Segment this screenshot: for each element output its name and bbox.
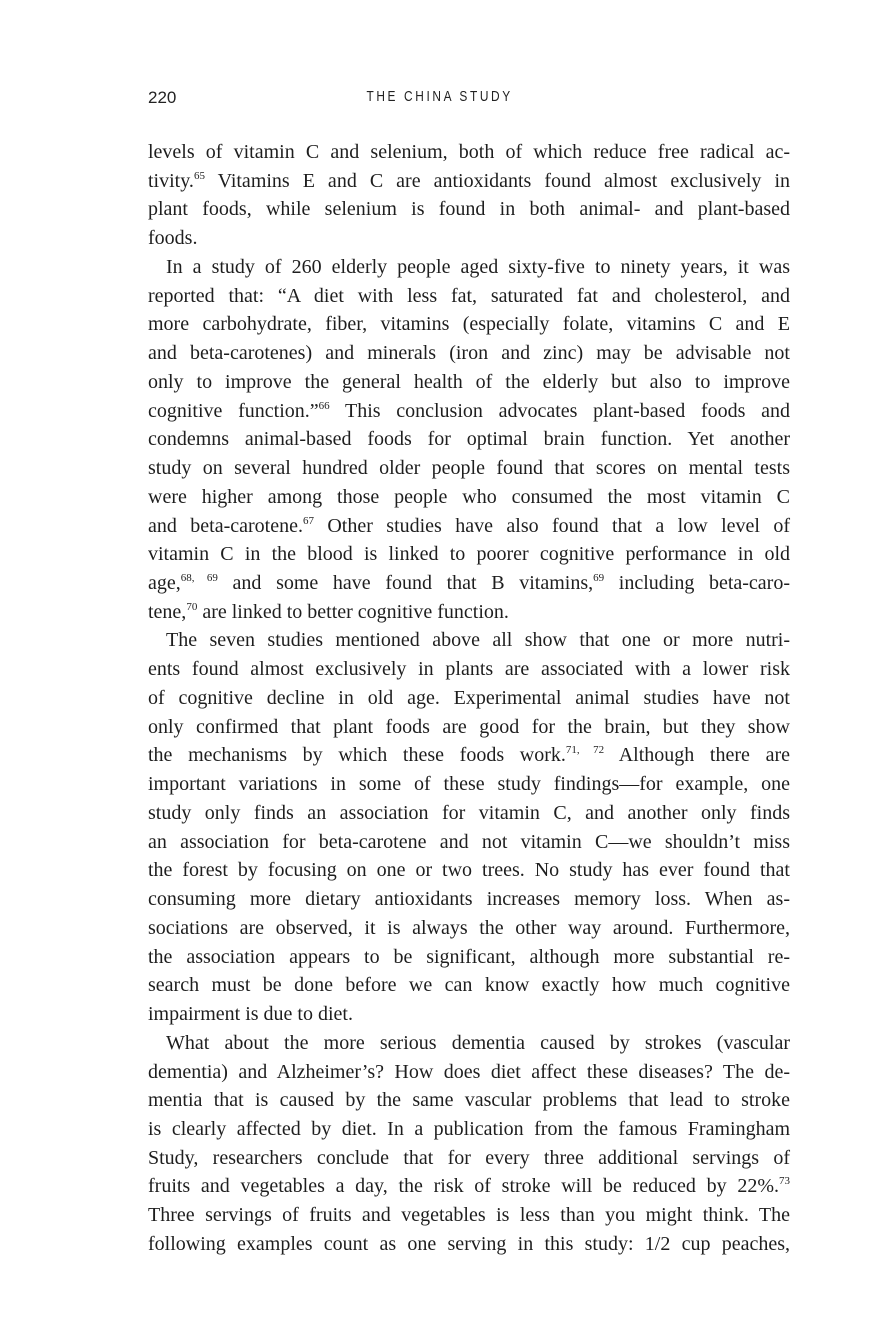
page-number: 220 [148, 88, 177, 107]
paragraph [148, 253, 790, 627]
text-line [148, 1230, 790, 1259]
text-line [148, 626, 790, 655]
text-run: Vitamins E and C are antioxidants found almost exclusively in [204, 169, 790, 192]
text-line [148, 1029, 790, 1058]
text-line [148, 1201, 790, 1230]
text-run: age, [148, 572, 181, 595]
text-line [148, 828, 790, 857]
footnote-reference: 71, 72 [565, 744, 605, 757]
text-line [148, 569, 790, 598]
text-run: mentia that is caused by the same vascular problems that lead to stroke [148, 1089, 790, 1112]
text-line [148, 368, 790, 397]
text-run: the forest by focusing on one or two trees. No study has ever found that [148, 859, 790, 882]
text-line [148, 741, 790, 770]
text-line [148, 1172, 790, 1201]
text-line [148, 310, 790, 339]
text-run: the mechanisms by which these foods work. [148, 744, 566, 767]
text-run: including beta-caro- [604, 572, 790, 595]
paragraph [148, 626, 790, 1028]
text-run: study on several hundred older people found that scores on mental tests [148, 457, 790, 480]
text-line [148, 770, 790, 799]
text-line [148, 483, 790, 512]
text-line [148, 799, 790, 828]
text-line [148, 224, 790, 253]
paragraph [148, 1029, 790, 1259]
text-run: levels of vitamin C and selenium, both of which reduce free radical ac- [148, 141, 790, 163]
paragraph [148, 138, 790, 253]
footnote-reference: 66 [318, 399, 330, 412]
footnote-reference: 67 [302, 514, 314, 527]
text-run: and beta-carotenes) and minerals (iron and zinc) may be advisable not [148, 342, 790, 365]
text-line [148, 971, 790, 1000]
text-line [148, 282, 790, 311]
text-run: and beta-carotene. [148, 514, 303, 537]
text-line [148, 1086, 790, 1115]
text-run: only to improve the general health of the elderly but also to improve [148, 370, 790, 393]
footnote-reference: 70 [186, 600, 198, 613]
footnote-reference: 68, 69 [180, 572, 218, 585]
text-run: study only finds an association for vitamin C, and another only finds [148, 801, 790, 824]
text-run: foods. [148, 227, 198, 250]
text-run: Other studies have also found that a low level of [313, 514, 790, 537]
text-run: consuming more dietary antioxidants increases memory loss. When as- [148, 888, 790, 911]
text-run: only confirmed that plant foods are good for the brain, but they show [148, 715, 790, 738]
text-run: dementia) and Alzheimer’s? How does diet affect these diseases? The de- [148, 1060, 790, 1083]
text-line [148, 195, 790, 224]
text-run: ents found almost exclusively in plants are associated with a lower risk [148, 658, 790, 681]
text-line [148, 1144, 790, 1173]
text-run: condemns animal-based foods for optimal brain function. Yet another [148, 428, 790, 451]
footnote-reference: 73 [779, 1175, 790, 1188]
text-line [148, 512, 790, 541]
text-run: vitamin C in the blood is linked to poorer cognitive performance in old [148, 543, 790, 566]
text-line [148, 943, 790, 972]
text-line [148, 684, 790, 713]
text-run: and some have found that B vitamins, [217, 572, 594, 595]
text-run: The seven studies mentioned above all show that one or more nutri- [166, 629, 790, 652]
text-line [148, 1115, 790, 1144]
text-run: is clearly affected by diet. In a publication from the famous Framingham [148, 1117, 790, 1140]
text-run: fruits and vegetables a day, the risk of stroke will be reduced by 22%. [148, 1175, 779, 1198]
text-run: What about the more serious dementia caused by strokes (vascular [166, 1031, 790, 1054]
text-line [148, 914, 790, 943]
text-run: following examples count as one serving in this study: 1/2 cup peaches, [148, 1232, 790, 1255]
text-line [148, 339, 790, 368]
text-line [148, 1058, 790, 1087]
text-line [148, 713, 790, 742]
text-line [148, 1000, 790, 1029]
text-run: are linked to better cognitive function. [197, 600, 509, 623]
text-line [148, 167, 790, 196]
text-run: plant foods, while selenium is found in both animal- and plant-based [148, 198, 790, 221]
text-run: an association for beta-carotene and not vitamin C—we shouldn’t miss [148, 830, 790, 853]
text-run: important variations in some of these study findings—for example, one [148, 773, 790, 796]
text-line [148, 138, 790, 167]
body-text [148, 138, 790, 1259]
text-run: In a study of 260 elderly people aged sixty-five to ninety years, it was [166, 255, 790, 278]
text-line [148, 425, 790, 454]
text-run: more carbohydrate, fiber, vitamins (especially folate, vitamins C and E [148, 313, 790, 336]
text-line [148, 540, 790, 569]
text-line [148, 598, 790, 627]
text-line [148, 397, 790, 426]
text-run: impairment is due to diet. [148, 1003, 353, 1026]
text-run: Three servings of fruits and vegetables is less than you might think. The [148, 1204, 790, 1227]
text-run: cognitive function.” [148, 399, 319, 422]
text-line [148, 454, 790, 483]
text-line [148, 856, 790, 885]
running-head: THE CHINA STUDY [366, 89, 513, 105]
text-run: the association appears to be significant, although more substantial re- [148, 945, 790, 968]
text-line [148, 253, 790, 282]
text-run: This conclusion advocates plant-based foods and [329, 399, 791, 422]
text-run: tene, [148, 600, 187, 623]
text-run: were higher among those people who consumed the most vitamin C [148, 485, 790, 508]
text-run: Study, researchers conclude that for every three additional servings of [148, 1146, 790, 1169]
text-run: tivity. [148, 169, 194, 192]
text-run: Although there are [604, 744, 790, 767]
text-run: sociations are observed, it is always the other way around. Furthermore, [148, 916, 790, 939]
text-run: reported that: “A diet with less fat, saturated fat and cholesterol, and [148, 284, 790, 307]
footnote-reference: 65 [193, 169, 205, 182]
footnote-reference: 69 [593, 572, 605, 585]
text-line [148, 655, 790, 684]
text-run: search must be done before we can know exactly how much cognitive [148, 974, 790, 997]
text-run: of cognitive decline in old age. Experimental animal studies have not [148, 686, 790, 709]
text-line [148, 885, 790, 914]
